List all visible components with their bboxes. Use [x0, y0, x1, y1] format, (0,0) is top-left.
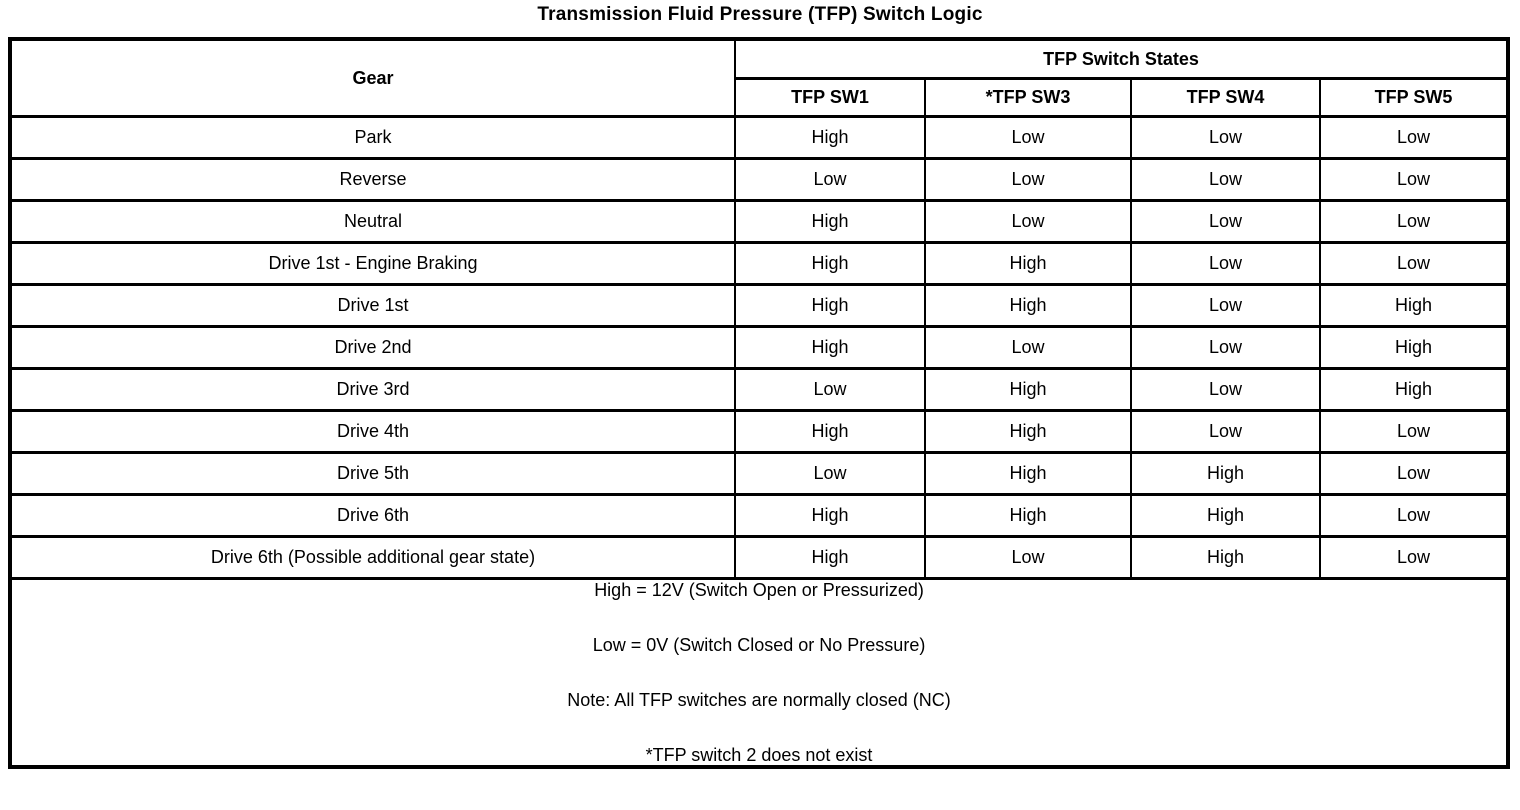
switch-state-cell: Low	[1320, 159, 1508, 201]
switch-state-cell: High	[925, 285, 1131, 327]
switch-state-cell: Low	[925, 159, 1131, 201]
notes-section	[10, 579, 1508, 768]
gear-cell: Drive 1st - Engine Braking	[10, 243, 735, 285]
gear-cell: Drive 3rd	[10, 369, 735, 411]
note-line: *TFP switch 2 does not exist	[645, 745, 873, 765]
switch-state-cell: Low	[1131, 285, 1320, 327]
switch-state-cell: High	[925, 453, 1131, 495]
switch-state-cell: High	[925, 411, 1131, 453]
switch-state-cell: Low	[1320, 453, 1508, 495]
switch-state-cell: Low	[925, 117, 1131, 159]
switch-state-cell: High	[735, 537, 925, 579]
switch-state-cell: High	[735, 243, 925, 285]
note-line: Note: All TFP switches are normally closed (NC)	[567, 690, 951, 710]
table-row	[10, 411, 1508, 453]
gear-cell: Neutral	[10, 201, 735, 243]
switch-state-cell: Low	[1320, 117, 1508, 159]
switch-state-cell: Low	[735, 453, 925, 495]
switch-state-cell: Low	[925, 537, 1131, 579]
column-header-cell: TFP SW5	[1320, 79, 1508, 117]
switch-state-cell: Low	[1131, 243, 1320, 285]
table-row	[10, 243, 1508, 285]
switch-state-cell: High	[735, 117, 925, 159]
table-row	[10, 453, 1508, 495]
table-row	[10, 327, 1508, 369]
switch-state-cell: Low	[1131, 369, 1320, 411]
table-row	[10, 285, 1508, 327]
switch-state-cell: Low	[925, 201, 1131, 243]
table-row	[10, 159, 1508, 201]
tfp-switch-logic-table	[8, 37, 1510, 769]
gear-cell: Park	[10, 117, 735, 159]
table-row	[10, 117, 1508, 159]
gear-cell: Drive 2nd	[10, 327, 735, 369]
column-header-cell: *TFP SW3	[925, 79, 1131, 117]
table-row	[10, 369, 1508, 411]
switch-state-cell: Low	[1131, 159, 1320, 201]
switch-state-cell: Low	[1320, 411, 1508, 453]
note-line: Low = 0V (Switch Closed or No Pressure)	[592, 635, 926, 655]
switch-state-cell: Low	[735, 159, 925, 201]
page-title: Transmission Fluid Pressure (TFP) Switch Logic	[537, 4, 983, 25]
switch-state-cell: Low	[1131, 201, 1320, 243]
gear-cell: Drive 6th	[10, 495, 735, 537]
switch-state-cell: High	[1320, 327, 1508, 369]
switch-state-cell: Low	[1131, 411, 1320, 453]
column-header-cell: TFP SW4	[1131, 79, 1320, 117]
switch-states-header-cell: TFP Switch States	[735, 39, 1508, 79]
table-row	[10, 537, 1508, 579]
switch-state-cell: High	[925, 369, 1131, 411]
gear-header-cell: Gear	[10, 39, 735, 117]
notes-row	[10, 579, 1508, 768]
switch-state-cell: Low	[735, 369, 925, 411]
gear-cell: Drive 4th	[10, 411, 735, 453]
gear-cell: Reverse	[10, 159, 735, 201]
gear-cell: Drive 1st	[10, 285, 735, 327]
switch-state-cell: Low	[1320, 495, 1508, 537]
switch-state-cell: Low	[1320, 537, 1508, 579]
gear-cell: Drive 6th (Possible additional gear state)	[10, 537, 735, 579]
switch-state-cell: Low	[925, 327, 1131, 369]
column-header-cell: TFP SW1	[735, 79, 925, 117]
switch-state-cell: Low	[1131, 327, 1320, 369]
table-row	[10, 201, 1508, 243]
switch-state-cell: High	[735, 327, 925, 369]
switch-state-cell: High	[735, 201, 925, 243]
switch-state-cell: High	[735, 495, 925, 537]
switch-state-cell: High	[735, 411, 925, 453]
switch-state-cell: Low	[1131, 117, 1320, 159]
switch-state-cell: Low	[1320, 243, 1508, 285]
switch-state-cell: High	[925, 243, 1131, 285]
switch-state-cell: High	[1320, 369, 1508, 411]
switch-state-cell: High	[735, 285, 925, 327]
switch-state-cell: High	[1131, 453, 1320, 495]
switch-state-cell: High	[1131, 495, 1320, 537]
switch-states-header-row	[10, 39, 1508, 79]
switch-state-cell: Low	[1320, 201, 1508, 243]
table-row	[10, 495, 1508, 537]
switch-state-cell: High	[1131, 537, 1320, 579]
switch-state-cell: High	[1320, 285, 1508, 327]
switch-state-cell: High	[925, 495, 1131, 537]
gear-cell: Drive 5th	[10, 453, 735, 495]
note-line: High = 12V (Switch Open or Pressurized)	[594, 580, 924, 600]
